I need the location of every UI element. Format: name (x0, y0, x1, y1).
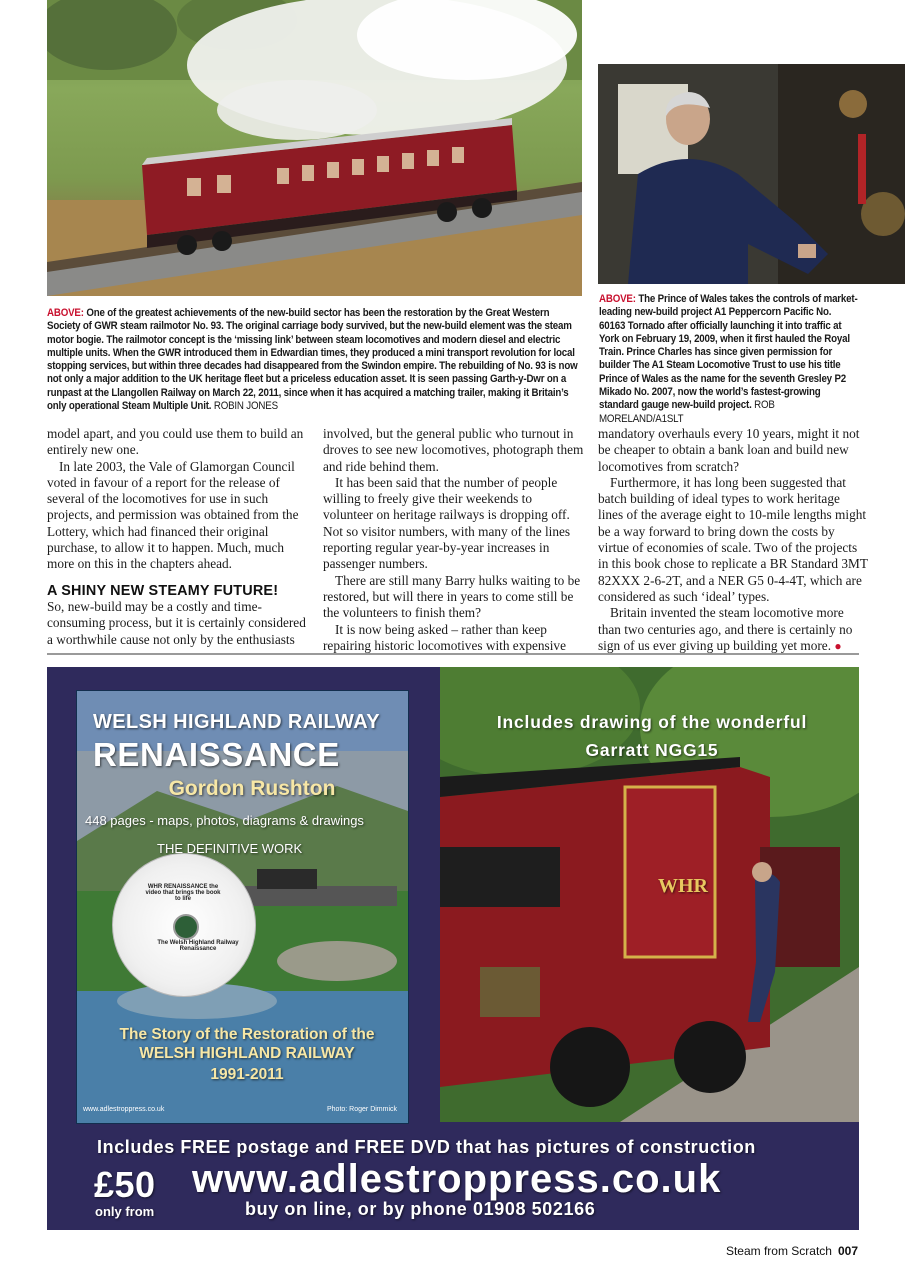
ad-price: £50 (94, 1164, 156, 1205)
cover-years: 1991-2011 (210, 1066, 284, 1083)
section-divider (47, 653, 859, 655)
section-heading: A SHINY NEW STEAMY FUTURE! (47, 582, 279, 599)
ad-only-from: only from (95, 1204, 155, 1219)
paragraph-text: Britain invented the steam locomotive more than two centuries ago, and there is certainly no sign of us ever giving up building yet more. (598, 605, 853, 653)
caption-credit: ROBIN JONES (213, 400, 278, 413)
article-column-2 (323, 426, 585, 654)
cover-author: Gordon Rushton (168, 777, 336, 800)
paragraph: Furthermore, it has long been suggested that batch building of ideal types to work heritage lines of the average eight to 10-mile lengths might be a way forward to bring down the costs by virtue of economies of scale. Two of the projects in this book chose to replicate a BR Standard 3MT 82XXX 2-6-2T, and a NER G5 0-4-4T, which are considered as such ‘ideal’ types. (598, 474, 868, 604)
paragraph: It has been said that the number of people willing to freely give their weekends to volunteer on heritage railways is dropping off. Not so visitor numbers, with many of the lines reporting regular year-by-year increases in passenger numbers. (323, 474, 571, 572)
prince-footplate-photo (598, 64, 905, 284)
cover-web: www.adlestroppress.co.uk (83, 1106, 165, 1113)
caption-credit: ROB MORELAND/A1SLT (599, 399, 775, 425)
paragraph: So, new-build may be a costly and time-consuming process, but it is certainly considered a worthwhile cause not only by the enthusiasts (47, 598, 306, 647)
book-cover (76, 690, 409, 1124)
railmotor-photo (47, 0, 582, 296)
cover-pages: 448 pages - maps, photos, diagrams & drawings (85, 813, 364, 828)
page-number: 007 (837, 1244, 858, 1258)
loco-whr-label: WHR (658, 875, 708, 897)
cover-photo-credit: Photo: Roger Dimmick (327, 1106, 398, 1113)
cover-title-line-1: WELSH HIGHLAND RAILWAY (93, 711, 380, 733)
cover-title-line-2: RENAISSANCE (93, 736, 340, 773)
caption-lead: ABOVE: (599, 293, 636, 305)
paragraph: model apart, and you could use them to build an entirely new one. (47, 426, 304, 458)
article-column-3 (598, 426, 868, 654)
paragraph: It is now being asked – rather than keep repairing historic locomotives with expensive (323, 621, 566, 653)
railmotor-caption (47, 307, 581, 413)
cover-definitive: THE DEFINITIVE WORK (157, 841, 303, 856)
article-column-1 (47, 426, 312, 648)
dvd-subtitle: The Welsh Highland Railway Renaissance (157, 940, 239, 952)
ad-includes-line-1: Includes drawing of the wonderful (496, 712, 808, 732)
ad-includes-line-2: Garratt NGG15 (585, 740, 719, 760)
dvd-hole-icon (173, 914, 199, 940)
ad-buy-line: buy on line, or by phone 01908 502166 (245, 1199, 596, 1219)
garratt-loco-photo (440, 667, 859, 1122)
dvd-title: WHR RENAISSANCE the video that brings the book to life (145, 884, 221, 902)
dvd-disc (112, 853, 256, 997)
ad-free-postage-line: Includes FREE postage and FREE DVD that has pictures of construction (97, 1137, 756, 1157)
paragraph: In late 2003, the Vale of Glamorgan Council voted in favour of a report for the release of several of the locomotives for use in such projects, and permission was obtained from the Lottery, which had financed their original purchase, to allow it to happen. Much, much more on this in the chapters ahead. (47, 458, 299, 572)
paragraph (598, 605, 868, 654)
paragraph: There are still many Barry hulks waiting to be restored, but will there in years to come still be the volunteers to finish them? (323, 572, 581, 621)
cover-story-line-2: WELSH HIGHLAND RAILWAY (139, 1045, 355, 1062)
publication-title: Steam from Scratch (725, 1244, 832, 1258)
cover-story-line-1: The Story of the Restoration of the (119, 1026, 375, 1043)
paragraph: involved, but the general public who turnout in droves to see new locomotives, photograph them and ride behind them. (323, 426, 584, 474)
caption-text: The Prince of Wales takes the controls of market-leading new-build project A1 Peppercorn Pacific No. 60163 Tornado after officially launching it into traffic at York on February 19, 2009, when it first hauled the Royal Train. Prince Charles has since given permission for builder The A1 Steam Locomotive Trust to use his title Prince of Wales as the name for the seventh Gresley P2 Mikado No. 2007, now the world’s fastest-growing standard gauge new-build project. (599, 293, 858, 412)
caption-lead: ABOVE: (47, 307, 84, 319)
book-advertisement (47, 667, 859, 1230)
caption-text: One of the greatest achievements of the new-build sector has been the restoration by the Great Western Society of GWR steam railmotor No. 93. The original carriage body survived, but the new-build element was the steam motor bogie. The railmotor concept is the ‘missing link’ between steam locomotives and modern diesel and electric multiple units. When the GWR introduced them in Edwardian times, they produced a mini transport revolution for local stopping services, but within three decades had disappeared from the Swindon empire. The rebuilding of No. 93 is now not only a major addition to the UK heritage fleet but a priceless education asset. It is seen passing Garth-y-Dwr on a runpast at the Llangollen Railway on March 22, 2011, since when it has acquired a matching trailer, making it Britain’s only operational Steam Multiple Unit. (47, 307, 578, 413)
end-mark-icon: ● (834, 638, 842, 653)
paragraph: mandatory overhauls every 10 years, might it not be cheaper to obtain a bank loan and build new locomotives from scratch? (598, 426, 860, 474)
page-footer (726, 1244, 858, 1258)
ad-website: www.adlestroppress.co.uk (192, 1157, 722, 1201)
prince-caption (599, 293, 859, 426)
